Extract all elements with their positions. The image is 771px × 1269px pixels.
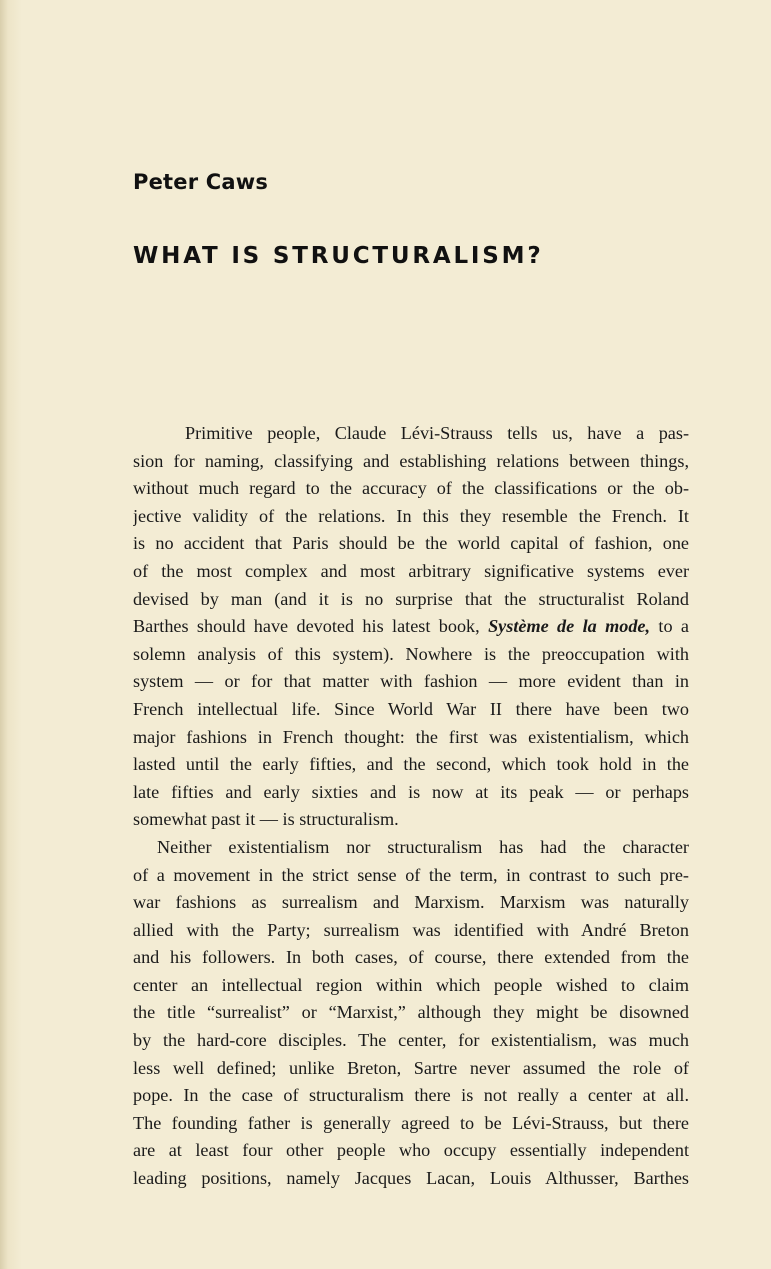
text-line: leading positions, namely Jacques Lacan, Louis Althusser, Barthes <box>133 1168 689 1189</box>
text-line <box>133 420 689 448</box>
text-line: pope. In the case of structuralism there is not really a center at all. <box>133 1085 689 1106</box>
text-line: less well defined; unlike Breton, Sartre never assumed the role of <box>133 1057 689 1078</box>
text-line: of the most complex and most arbitrary significative systems ever <box>133 560 689 581</box>
text-line: the title “surrealist” or “Marxist,” although they might be disowned <box>133 1002 689 1023</box>
text-line: major fashions in French thought: the first was existentialism, which <box>133 726 689 747</box>
text-line-content: Neither existentialism nor structuralism has had the character <box>157 836 689 857</box>
text-line: center an intellectual region within which people wished to claim <box>133 974 689 995</box>
text-line: solemn analysis of this system). Nowhere is the preoccupation with <box>133 643 689 664</box>
text-line: without much regard to the accuracy of the classifications or the ob- <box>133 478 689 499</box>
paragraph <box>133 420 689 834</box>
text-segment: Barthes should have devoted his latest book, <box>133 616 489 637</box>
text-line: lasted until the early fifties, and the second, which took hold in the <box>133 754 689 775</box>
chapter-title: WHAT IS STRUCTURALISM? <box>133 243 544 269</box>
text-line <box>133 834 689 862</box>
text-line: are at least four other people who occupy essentially independent <box>133 1140 689 1161</box>
body-text <box>133 420 689 1193</box>
paragraph <box>133 834 689 1193</box>
text-line: by the hard-core disciples. The center, for existentialism, was much <box>133 1030 689 1051</box>
text-line: late fifties and early sixties and is now at its peak — or perhaps <box>133 781 689 802</box>
text-line: sion for naming, classifying and establishing relations between things, <box>133 450 689 471</box>
text-segment: to a <box>650 616 689 637</box>
text-line: allied with the Party; surrealism was identified with André Breton <box>133 919 689 940</box>
text-line: devised by man (and it is no surprise that the structuralist Roland <box>133 588 689 609</box>
text-line: jective validity of the relations. In this they resemble the French. It <box>133 505 689 526</box>
text-line: and his followers. In both cases, of course, there extended from the <box>133 947 689 968</box>
book-title-italic: Système de la mode, <box>488 616 651 637</box>
text-line: system — or for that matter with fashion — more evident than in <box>133 671 689 692</box>
text-line <box>133 613 689 641</box>
text-line: of a movement in the strict sense of the term, in contrast to such pre- <box>133 864 689 885</box>
text-line: somewhat past it — is structuralism. <box>133 809 399 830</box>
text-line: French intellectual life. Since World War II there have been two <box>133 698 689 719</box>
text-line: The founding father is generally agreed to be Lévi-Strauss, but there <box>133 1112 689 1133</box>
text-line: war fashions as surrealism and Marxism. Marxism was naturally <box>133 892 689 913</box>
author-name: Peter Caws <box>133 170 269 194</box>
text-line: is no accident that Paris should be the world capital of fashion, one <box>133 533 689 554</box>
text-line-content: Primitive people, Claude Lévi-Strauss tells us, have a pas- <box>185 423 689 443</box>
